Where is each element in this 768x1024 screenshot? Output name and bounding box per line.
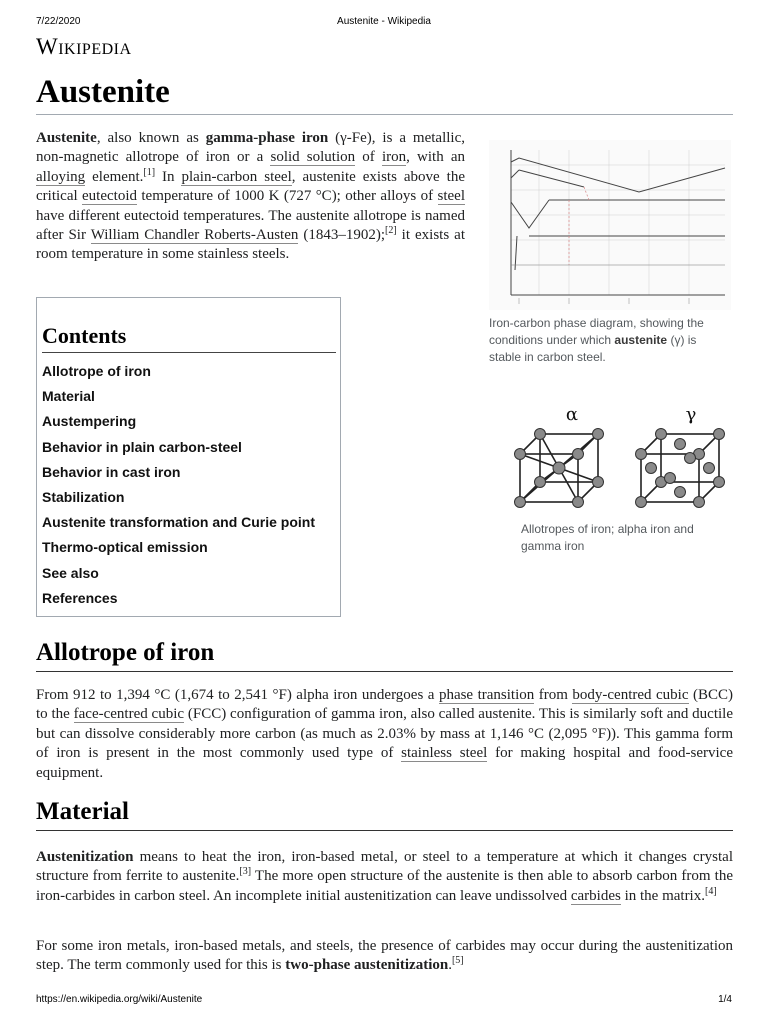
reference-3[interactable]: [3] xyxy=(239,866,252,878)
wikipedia-logo[interactable]: Wikipedia xyxy=(36,34,132,59)
alpha-label: α xyxy=(565,404,579,425)
allotropes-caption: Allotropes of iron; alpha iron and gamma iron xyxy=(521,522,694,553)
toc-item[interactable]: Material xyxy=(42,388,95,405)
toc-item[interactable]: References xyxy=(42,589,118,606)
link-eutectoid[interactable]: eutectoid xyxy=(82,188,137,205)
toc-list xyxy=(42,362,315,614)
bold-term: austenite xyxy=(614,333,668,347)
toc-title: Contents xyxy=(42,322,336,353)
iron-allotropes-image[interactable] xyxy=(489,398,731,516)
phase-diagram-figure xyxy=(489,140,731,366)
table-of-contents xyxy=(36,297,341,617)
print-footer xyxy=(0,994,768,1008)
link-iron[interactable]: iron xyxy=(381,149,407,166)
link-steel[interactable]: steel xyxy=(437,188,465,205)
iron-carbon-phase-diagram[interactable] xyxy=(489,140,731,310)
bold-term: Austenite xyxy=(36,130,97,146)
bold-term: gamma-phase iron xyxy=(205,130,329,146)
material-paragraph-1: Austenitization means to heat the iron, iron-based metal, or steel to a temperature at which it changes crystal structure from ferrite to austenite.[3] The more open structure of the austenite is then able to absorb carbon from the iron-carbides in carbon steel. An incomplete initial austenitization can leave undissolved carbides in the matrix.[4] xyxy=(36,849,733,904)
bold-term: two-phase austenitization xyxy=(285,957,449,974)
reference-1[interactable]: [1] xyxy=(143,166,156,178)
material-paragraph-2: For some iron metals, iron-based metals, and steels, the presence of carbides may occur during the austenitization step. The term commonly used for this is two-phase austenitization.[5] xyxy=(36,938,733,974)
lead-paragraph: Austenite, also known as gamma-phase iron (γ-Fe), is a metallic, non-magnetic allotrope of iron or a solid solution of iron, with an alloying element.[1] In plain-carbon steel, austenite exists above the critical eutectoid temperature of 1000 K (727 °C); other alloys of steel have different eutectoid temperatures. The austenite allotrope is named after Sir William Chandler Roberts-Austen (1843–1902);[2] it exists at room temperature in some stainless steels. xyxy=(36,130,465,263)
bold-term: Austenitization xyxy=(36,849,134,865)
gamma-label: γ xyxy=(685,404,697,425)
toc-item[interactable]: Behavior in plain carbon-steel xyxy=(42,438,242,455)
print-title: Austenite - Wikipedia xyxy=(337,16,431,27)
link-alloying[interactable]: alloying xyxy=(36,168,86,185)
link-phase-transition[interactable]: phase transition xyxy=(438,687,535,703)
toc-item[interactable]: See also xyxy=(42,564,99,581)
toc-item[interactable]: Behavior in cast iron xyxy=(42,463,181,480)
toc-item[interactable]: Austempering xyxy=(42,413,137,430)
heading-material: Material xyxy=(36,797,733,831)
link-roberts-austen[interactable]: William Chandler Roberts-Austen xyxy=(90,227,299,244)
print-date: 7/22/2020 xyxy=(36,16,81,27)
toc-item[interactable]: Thermo-optical emission xyxy=(42,539,208,556)
toc-item[interactable]: Austenite transformation and Curie point xyxy=(42,514,316,531)
print-url: https://en.wikipedia.org/wiki/Austenite xyxy=(36,994,203,1005)
link-solid-solution[interactable]: solid solution xyxy=(270,149,356,166)
heading-allotrope-of-iron: Allotrope of iron xyxy=(36,638,733,672)
toc-item[interactable]: Stabilization xyxy=(42,488,125,505)
phase-diagram-caption: Iron-carbon phase diagram, showing the conditions under which austenite (γ) is stable in carbon steel. xyxy=(489,316,704,364)
allotropes-figure xyxy=(489,398,731,555)
link-face-centred-cubic[interactable]: face-centred cubic xyxy=(73,706,185,723)
toc-item[interactable]: Allotrope of iron xyxy=(42,363,151,379)
link-stainless-steel[interactable]: stainless steel xyxy=(401,745,488,762)
reference-2[interactable]: [2] xyxy=(385,225,397,237)
allotrope-paragraph: From 912 to 1,394 °C (1,674 to 2,541 °F) alpha iron undergoes a phase transition from body-centred cubic (BCC) to the face-centred cubic (FCC) configuration of gamma iron, also called austenite. This is similarly soft and ductile but can dissolve considerably more carbon (as much as 2.03% by mass at 1,146 °C (2,095 °F)). This gamma form of iron is present in the most commonly used type of stainless steel for making hospital and food-service equipment. xyxy=(36,687,733,781)
reference-5[interactable]: [5] xyxy=(451,955,464,967)
link-body-centred-cubic[interactable]: body-centred cubic xyxy=(572,687,689,703)
print-page-number: 1/4 xyxy=(718,994,732,1005)
link-carbides[interactable]: carbides xyxy=(570,887,621,904)
reference-4[interactable]: [4] xyxy=(704,885,717,897)
print-header xyxy=(0,16,768,30)
link-plain-carbon-steel[interactable]: plain-carbon steel xyxy=(181,168,292,185)
page-title: Austenite xyxy=(36,71,733,115)
